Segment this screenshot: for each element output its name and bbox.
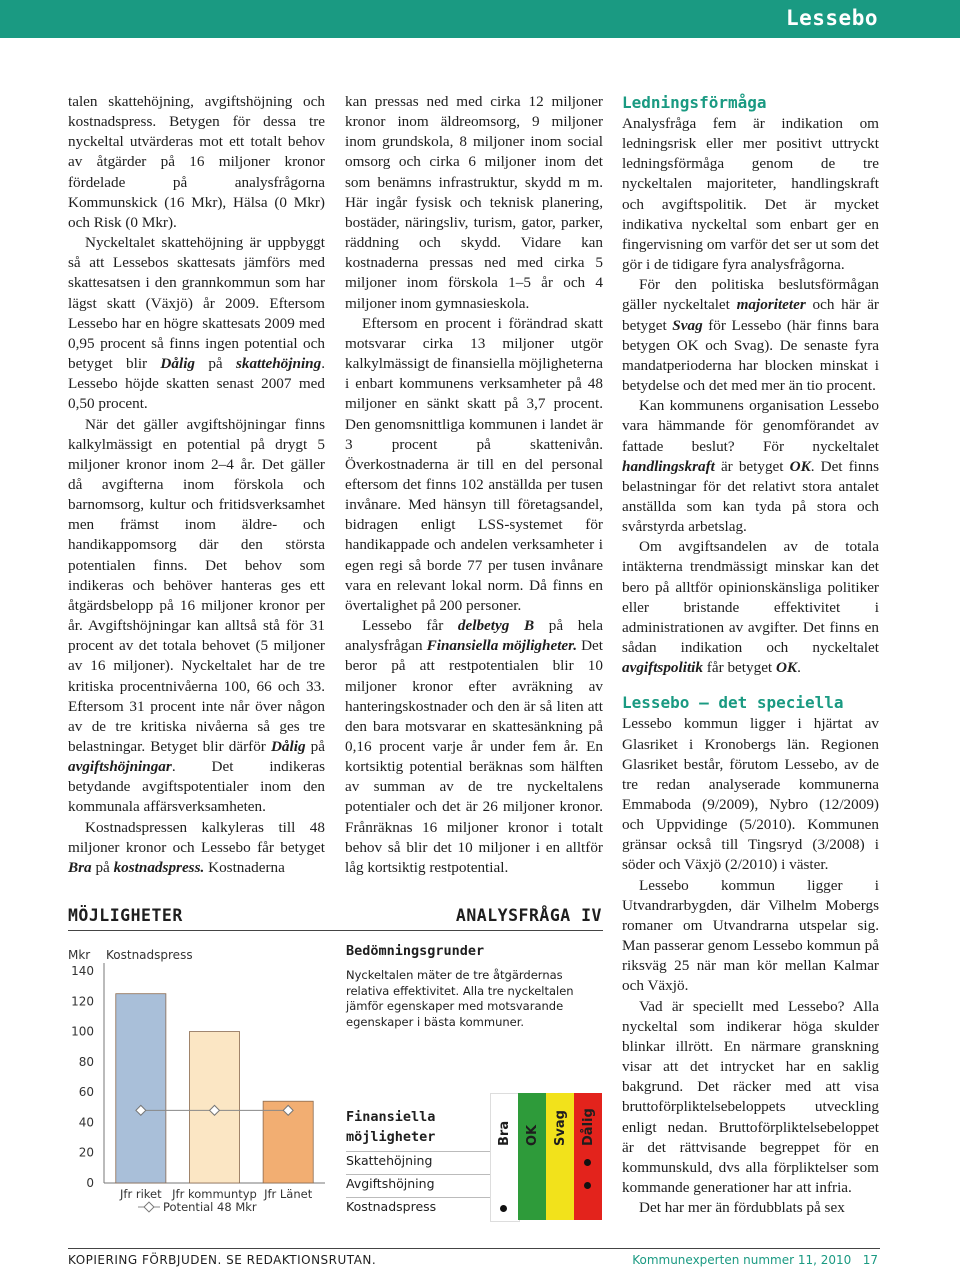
- paragraph: Analysfråga fem är indikation om ledningsrisk eller mer positivt uttryckt ledningsförmåga genom de tre nyckeltalen majoriteter, handlingskraft och avgiftspolitik. Det är mycket indikativa nyckeltal som enbart ger en fingervisning om varför det ser ut som det gör i de tidigare fyra analysfrågorna.: [622, 115, 879, 274]
- paragraph: Om avgiftsandelen av de totala intäkterna trendmässigt minskar kan det bero på alltför opinionskänsliga politiker eller bristande effektivitet i administrationen av avgifter. Det finns en sådan indikation och nyckeltalet avgiftspolitik får betyget OK.: [622, 538, 879, 677]
- paragraph: Lessebo får delbetyg B på hela analysfrågan Finansiella möjligheter. Det beror på att restpotentialen blir 10 miljoner kronor efter avräkning av hanteringskostnader och den är så liten att den bara motsvarar en skattesänkning på 0,16 procent varje år under fem år. En kortsiktig potential beräknas som hälften av summan av de tre nyckeltalens potentialer och det är 26 miljoner kronor. Frånräknas 16 miljoner kronor i totalt behov så blir det 10 miljoner i en alltför låg kortsiktig restpotential.: [345, 617, 604, 876]
- paragraph: Vad är speciellt med Lessebo? Alla nyckeltal som indikerar höga skulder blinkar illrött. En närmare granskning visar att det intrycket har en saklig bakgrund. Det räcker med att visa bruttoförpliktelsebeloppets utveckling enligt nedan. Bruttoförpliktelsebeloppet är det rättvisande begreppet för en kommunskuld, dvs alla förpliktelser som kommande generationer har att infria.: [622, 997, 879, 1196]
- footer-issue: Kommunexperten nummer 11, 2010 17: [632, 1253, 878, 1267]
- y-tick-label: 100: [71, 1024, 94, 1039]
- section-heading: Lessebo – det speciella: [622, 693, 844, 713]
- legend-marker: [144, 1202, 154, 1212]
- rating-dot: [584, 1159, 591, 1166]
- paragraph: Kan kommunens organisation Lessebo vara hämmande för genomförandet av fattade beslut? För nyckeltalet handlingskraft är betyget OK. Det finns belastningar för det relativt stora antalet anställda som kan tyda på stora och svårstyrda arbetslag.: [622, 397, 879, 536]
- chart-top-rule: [68, 930, 603, 931]
- bar: [116, 994, 166, 1183]
- grade-column-ok: [518, 1093, 546, 1220]
- footer-rule: [68, 1248, 880, 1249]
- paragraph: Eftersom en procent i förändrad skatt motsvarar cirka 13 miljoner utgör kalkylmässigt de finansiella möjligheterna i enbart kommunens verksamheter på 48 miljoner en sänkt skatt på 3,7 procent. Den genomsnittliga kommunen i landet är 3 procent på skattenivån. Överkostnaderna är till en del personal eftersom det finns 102 anställda per tusen invånare. Med hänsyn till företagsandel, bidragen enligt LSS-systemet för handikappade och andelen verksamheter i egen regi så borde 77 per tusen invånare vara en relevant lokal norm. Då finns en övertalighet på 200 personer.: [345, 314, 603, 614]
- section-heading: Ledningsförmåga: [622, 93, 767, 112]
- criteria-row-label: Avgiftshöjning: [346, 1176, 435, 1191]
- paragraph: Kostnadspressen kalkyleras till 48 miljoner kronor och Lessebo får betyget Bra på kostnadspress. Kostnaderna: [68, 818, 325, 876]
- text-column-2: [345, 92, 603, 878]
- text-column-3: [622, 92, 879, 1218]
- text-column-1: [68, 92, 325, 878]
- criteria-heading: Bedömningsgrunder: [346, 943, 485, 959]
- group-heading: Finansiella möjligheter: [346, 1109, 436, 1145]
- paragraph: kan pressas ned med cirka 12 miljoner kronor inom äldreomsorg, 9 miljoner inom grundskola, 8 miljoner inom social omsorg och cirka 6 miljoner inom det som benämns infrastruktur, skydd m m. Här ingår fysisk och teknisk planering, bostäder, näringsliv, turism, gator, parker, räddning och skydd. Vidare kan kostnaderna pressas ned med cirka 5 miljoner inom förskola 1–5 år och 4 miljoner inom gymnasieskola.: [345, 93, 603, 312]
- paragraph: Lessebo kommun ligger i hjärtat av Glasriket i Kronobergs län. Regionen Glasriket består, förutom Lessebo, av de tre redan analyserade kommunerna Emmaboda (9/2009), Nybro (12/2009) och Uppvidinge (5/2010). Kommunen gränsar också till Tingsryd (3/2008) i söder och Växjö (2/2010) i väster.: [622, 715, 879, 874]
- criteria-row-label: Kostnadspress: [346, 1199, 437, 1214]
- x-category-label: Jfr riket: [120, 1187, 162, 1201]
- grade-column-bra: [490, 1093, 520, 1222]
- y-tick-label: 140: [71, 964, 94, 978]
- grade-label: Bra: [497, 1120, 512, 1146]
- paragraph: När det gäller avgiftshöjningar finns kalkylmässigt en potential på drygt 5 miljoner kronor inom 2–4 år. Det gäller då avgifterna inom förskola och barnomsorg, kultur och fritidsverksamhet men främst inom äldre- och handikappomsorg där den största potentialen finns. Det behov som indikeras och behöver hanteras ges ett åtgärdsbelopp på 16 miljoner kronor per år. Avgiftshöjningar kan alltså stå för 31 procent av det totala behovet (5 miljoner av 16 miljoner). Nyckeltalet har de tre kritiska procentnivåerna 100, 66 och 33. Eftersom 31 procent inte når över någon av de tre kritiska nivåerna så ges tre belastningar. Betyget blir därför Dålig på avgiftshöjningar. Det indikeras betydande avgiftspotentialer inom den kommunala affärsverksamheten.: [68, 415, 325, 816]
- grade-label: OK: [525, 1124, 540, 1146]
- paragraph: För den politiska beslutsförmågan gäller nyckeltalet majoriteter och här är betyget Svag för Lessebo (här finns bara betygen OK och Svag). De senaste fyra mandatperioderna har blocken minskat i betydelse och det med mer än tio procent.: [622, 276, 880, 395]
- y-tick-label: 40: [78, 1115, 94, 1130]
- paragraph: talen skattehöjning, avgiftshöjning och kostnadspress. Betygen för dessa tre nyckeltal utvärderas mot ett totalt behov av åtgärder på 16 miljoner kronor fördelade på analysfrågorna Kommunskick (16 Mkr), Hälsa (0 Mkr) och Risk (0 Mkr).: [68, 93, 325, 231]
- paragraph: Lessebo kommun ligger i Utvandrarbygden, där Vilhelm Mobergs romaner om Utvandrarna utspelar sig. Man passerar genom Lessebo kommun på riksväg 25 när man kör mellan Kalmar och Växjö.: [622, 876, 879, 995]
- rating-dot: [584, 1182, 591, 1189]
- possibilities-bar-chart: [60, 935, 335, 1225]
- y-tick-label: 120: [71, 994, 94, 1009]
- criteria-text: Nyckeltalen mäter de tre åtgärdernas relativa effektivitet. Alla tre nyckeltalen jämför egenskaper med motsvarande egenskaper i bästa kommuner.: [346, 968, 574, 1029]
- rating-dot: [500, 1205, 507, 1212]
- y-tick-label: 60: [78, 1085, 94, 1100]
- paragraph: Nyckeltalet skattehöjning är uppbyggt så att Lessebos skattesats jämförs med skattesatsen i den grannkommun som har lägst skatt (Växjö) år 2009. Eftersom Lessebo har en högre skattesats 2009 med 0,95 procent så finns ingen potential och betyget blir Dålig på skattehöjning. Lessebo höjde skatten senast 2007 med 0,50 procent.: [68, 234, 325, 413]
- y-axis-unit-label: Mkr: [68, 948, 91, 962]
- y-tick-label: 20: [78, 1145, 94, 1160]
- footer-copyright: KOPIERING FÖRBJUDEN. SE REDAKTIONSRUTAN.: [68, 1253, 377, 1267]
- y-tick-label: 0: [86, 1176, 94, 1190]
- series-label: Kostnadspress: [106, 948, 193, 962]
- x-category-label: Jfr kommuntyp: [172, 1187, 257, 1201]
- paragraph: Det har mer än fördubblats på sex: [639, 1199, 845, 1217]
- grade-label: Svag: [553, 1110, 568, 1146]
- y-tick-label: 80: [78, 1054, 94, 1069]
- criteria-row-label: Skattehöjning: [346, 1153, 433, 1168]
- page-header-title: Lessebo: [785, 6, 878, 30]
- legend-label: Potential 48 Mkr: [163, 1200, 257, 1214]
- grade-label: Dålig: [581, 1108, 596, 1146]
- chart-title: MÖJLIGHETER: [68, 906, 183, 925]
- x-category-label: Jfr Länet: [264, 1187, 313, 1201]
- analysis-title: ANALYSFRÅGA IV: [455, 906, 602, 925]
